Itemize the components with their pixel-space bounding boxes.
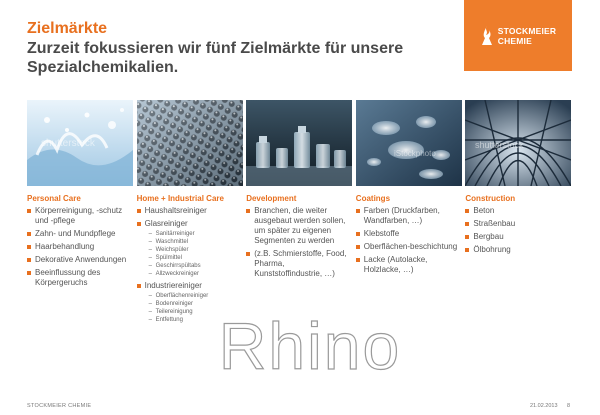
stock-watermark: shutterstock [475, 140, 524, 150]
list-item-label: Industriereiniger [144, 281, 202, 290]
water-droplets-photo [356, 100, 462, 186]
sub-item: – Geschirrspültabs [149, 262, 244, 270]
slide-title: Zielmärkte [27, 20, 108, 37]
rhino-watermark: Rhino [218, 309, 402, 383]
list-item: Ölbohrung [465, 245, 572, 255]
list-item: Zahn- und Mundpflege [27, 229, 134, 239]
market-column-coatings [356, 100, 463, 327]
list-item: Lacke (Autolacke, Holzlacke, …) [356, 255, 463, 275]
list-item: Beton [465, 206, 572, 216]
list-item: Haarbehandlung [27, 242, 134, 252]
list-item: Farben (Druckfarben, Wandfarben, …) [356, 206, 463, 226]
metal-mesh-photo [137, 100, 243, 186]
sub-item: – Teilereinigung [149, 308, 244, 316]
sub-item: – Oberflächenreiniger [149, 292, 244, 300]
water-splash-photo [27, 100, 133, 186]
market-column-construction [465, 100, 572, 327]
list-item-label: Glasreiniger [144, 219, 188, 228]
footer-date: 21.02.2013 [530, 403, 558, 409]
list-item: Haushaltsreiniger [137, 206, 244, 216]
logo-line-2: CHEMIE [497, 35, 532, 46]
slide-footer [0, 401, 600, 413]
list-item: (z.B. Schmierstoffe, Food, Pharma, Kunststoffindustrie, …) [246, 249, 353, 279]
column-heading: Construction [465, 194, 516, 203]
list-item: Körperreinigung, -schutz und -pflege [27, 206, 134, 226]
list-item: Bergbau [465, 232, 572, 242]
sub-item: – Allzweckreiniger [149, 270, 244, 278]
footer-company: STOCKMEIER CHEMIE [27, 403, 92, 409]
column-heading: Home + Industrial Care [136, 194, 224, 203]
page-number: 8 [567, 403, 571, 409]
list-item [137, 219, 244, 278]
list-item: Straßenbau [465, 219, 572, 229]
company-logo [464, 0, 572, 71]
steel-structure-photo [465, 100, 571, 186]
slide-subtitle: Zurzeit fokussieren wir fünf Zielmärkte für unsere Spezialchemikalien. [27, 40, 404, 76]
list-item: Oberflächen-beschichtung [356, 242, 463, 252]
sub-item: – Sanitärreiniger [149, 230, 244, 238]
sub-item: – Entfettung [149, 316, 244, 324]
column-heading: Coatings [355, 194, 391, 203]
sub-item: – Waschmittel [149, 238, 244, 246]
market-column-personal-care [27, 100, 134, 327]
lab-bottles-photo [246, 100, 352, 186]
logo-line-1: STOCKMEIER [497, 25, 557, 36]
list-item: Beeinflussung des Körpergeruchs [27, 268, 134, 288]
market-column-home-industrial-care [137, 100, 244, 327]
column-heading: Development [246, 194, 297, 203]
list-item: Klebstoffe [356, 229, 463, 239]
column-heading: Personal Care [27, 194, 81, 203]
sub-item: – Spülmittel [149, 254, 244, 262]
list-item: Dekorative Anwendungen [27, 255, 134, 265]
stock-watermark: iStockphoto [393, 149, 436, 158]
market-column-development [246, 100, 353, 327]
stock-watermark: shutterstock [41, 138, 95, 149]
list-item: Branchen, die weiter ausgebaut werden sollen, um später zu eigenen Segmenten zu werden [246, 206, 353, 246]
target-market-columns [27, 100, 572, 325]
flame-flask-icon [480, 25, 494, 47]
sub-item: – Weichspüler [149, 246, 244, 254]
sub-item: – Bodenreiniger [149, 300, 244, 308]
